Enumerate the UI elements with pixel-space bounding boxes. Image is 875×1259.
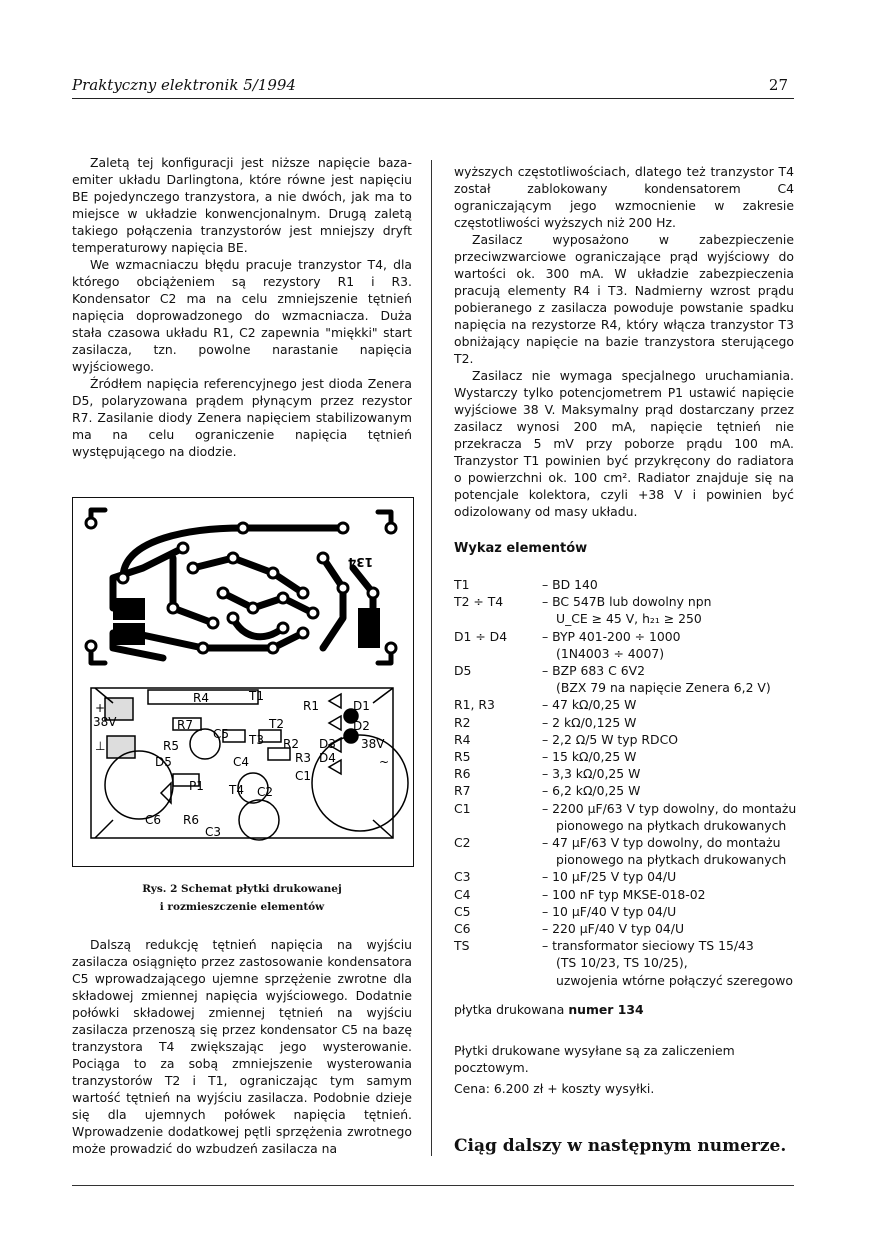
part-value-cont: (TS 10/23, TS 10/25), bbox=[556, 955, 688, 971]
list-item bbox=[454, 834, 804, 868]
part-value bbox=[542, 886, 804, 903]
part-value-line: – 2 kΩ/0,125 W bbox=[542, 714, 637, 730]
label-r1: R1 bbox=[303, 699, 319, 713]
part-value-line: – 2200 µF/63 V typ dowolny, do montażu bbox=[542, 800, 797, 816]
price-note: Cena: 6.200 zł + koszty wysyłki. bbox=[454, 1081, 655, 1096]
column-divider bbox=[431, 160, 432, 1156]
list-item bbox=[454, 800, 804, 834]
label-r7: R7 bbox=[177, 718, 193, 732]
paragraph: Źródłem napięcia referencyjnego jest dioda Zenera D5, polaryzowana prądem płynącym przez rezystor R7. Zasilanie diody Zenera napięciem stabilizowanym ma na celu ograniczenie napięcia tętnień występującego na diodzie. bbox=[72, 376, 412, 459]
part-value-line: – 6,2 kΩ/0,25 W bbox=[542, 783, 641, 799]
label-d2: D2 bbox=[353, 719, 370, 733]
list-item bbox=[454, 886, 804, 903]
paragraph: Dalszą redukcję tętnień napięcia na wyjściu zasilacza osiągnięto przez zastosowanie kondensatora C5 wprowadzającego ujemne sprzężenie zwrotne dla składowej zmiennej napięcia wyjściowego. Dodatnie połówki składowej zmiennej tętnień na wyjściu zasilacza przenoszą się przez kondensator C5 na bazę tranzystora T4 zwiększając jego wysterowanie. Pociąga to za sobą zmniejszenie wysterowania tranzystorów T2 i T1, ograniczając tym samym wartość tętnień na wyjściu zasilacza. Podobnie dzieje się dla ujemnych połówek napięcia tętnień. Wprowadzenie dodatkowej pętli sprzężenia zwrotnego może prowadzić do wzbudzeń zasilacza na bbox=[72, 937, 412, 1156]
label-c1: C1 bbox=[295, 769, 312, 783]
part-value-line: – 220 µF/40 V typ 04/U bbox=[542, 921, 685, 937]
part-ref: R6 bbox=[454, 766, 471, 782]
label-38v-right: 38V bbox=[361, 737, 385, 751]
part-value-line: – 15 kΩ/0,25 W bbox=[542, 749, 637, 765]
part-value-line: – 47 µF/63 V typ dowolny, do montażu bbox=[542, 835, 781, 851]
part-value bbox=[542, 868, 804, 885]
part-value bbox=[542, 576, 804, 593]
bottom-rule bbox=[72, 1185, 794, 1186]
board-text: płytka drukowana bbox=[454, 1002, 565, 1017]
part-ref: C4 bbox=[454, 886, 471, 902]
list-item bbox=[454, 628, 804, 662]
list-item bbox=[454, 576, 804, 593]
part-value-line: – 10 µF/40 V typ 04/U bbox=[542, 903, 677, 919]
list-item bbox=[454, 593, 804, 627]
part-value bbox=[542, 834, 804, 868]
label-c3: C3 bbox=[205, 825, 222, 839]
part-ref: R4 bbox=[454, 731, 471, 747]
part-value-cont: (BZX 79 na napięcie Zenera 6,2 V) bbox=[556, 680, 771, 696]
part-value-line: – 3,3 kΩ/0,25 W bbox=[542, 766, 641, 782]
part-value-cont: uzwojenia wtórne połączyć szeregowo bbox=[556, 972, 793, 988]
part-value bbox=[542, 662, 804, 696]
list-item bbox=[454, 748, 804, 765]
list-item bbox=[454, 920, 804, 937]
part-ref: D5 bbox=[454, 663, 472, 679]
label-plus: + bbox=[95, 701, 106, 715]
part-value-cont: (1N4003 ÷ 4007) bbox=[556, 645, 665, 661]
label-c6: C6 bbox=[145, 813, 162, 827]
part-value bbox=[542, 714, 804, 731]
list-item bbox=[454, 868, 804, 885]
parts-list bbox=[454, 576, 804, 989]
part-value-line: – 2,2 Ω/5 W typ RDCO bbox=[542, 731, 678, 747]
left-column-continued bbox=[72, 936, 412, 1157]
label-p1: P1 bbox=[189, 779, 204, 793]
part-value bbox=[542, 731, 804, 748]
part-ref: R1, R3 bbox=[454, 697, 495, 713]
label-c5: C5 bbox=[213, 727, 230, 741]
parts-list-title: Wykaz elementów bbox=[454, 541, 588, 556]
figure-pcb bbox=[72, 497, 414, 867]
list-item bbox=[454, 765, 804, 782]
list-item bbox=[454, 937, 804, 971]
board-number-bold: numer 134 bbox=[568, 1002, 644, 1017]
part-value bbox=[542, 628, 804, 662]
paragraph: Zaletą tej konfiguracji jest niższe napięcie baza-emiter układu Darlingtona, które równe jest napięciu BE pojedynczego tranzystora, a nie dwóch, jak ma to miejsce w układzie konwencjonalnym. Drugą zaletą takiego połączenia tranzystorów jest mniejszy dryft temperaturowy napięcia BE. bbox=[72, 155, 412, 255]
label-ac: ~ bbox=[379, 755, 390, 769]
part-ref: C6 bbox=[454, 921, 471, 937]
part-value-line: – transformator sieciowy TS 15/43 bbox=[542, 938, 754, 954]
part-ref: D1 ÷ D4 bbox=[454, 628, 508, 644]
part-value-line: – 47 kΩ/0,25 W bbox=[542, 697, 637, 713]
part-value bbox=[542, 593, 804, 627]
part-value-line: – BD 140 bbox=[542, 577, 598, 592]
part-value bbox=[542, 800, 804, 834]
label-t1: T1 bbox=[249, 689, 264, 703]
part-ref: R2 bbox=[454, 714, 471, 730]
board-number: 134 bbox=[347, 555, 373, 569]
label-c2: C2 bbox=[257, 785, 274, 799]
continued-note: Ciąg dalszy w następnym numerze. bbox=[454, 1136, 787, 1156]
label-t3: T3 bbox=[249, 733, 264, 747]
page-number: 27 bbox=[768, 76, 788, 94]
paragraph: We wzmacniaczu błędu pracuje tranzystor T4, dla którego obciążeniem są rezystory R1 i R3. Kondensator C2 ma na celu zmniejszenie tętnień napięcia doprowadzonego do wzmacniacza. Duża stała czasowa układu R1, C2 zapewnia "miękki" start zasilacza, tzn. powolne narastanie napięcia wyjściowego. bbox=[72, 257, 412, 374]
shipping-note: Płytki drukowane wysyłane są za zaliczeniem pocztowym. bbox=[454, 1043, 735, 1075]
label-d4: D4 bbox=[319, 751, 336, 765]
list-item bbox=[454, 903, 804, 920]
part-ref: R5 bbox=[454, 749, 471, 765]
part-ref: C5 bbox=[454, 903, 471, 919]
part-ref: T1 bbox=[454, 577, 470, 592]
label-c4: C4 bbox=[233, 755, 250, 769]
part-ref: C2 bbox=[454, 835, 471, 851]
list-item bbox=[454, 714, 804, 731]
paragraph: wyższych częstotliwościach, dlatego też tranzystor T4 został zablokowany kondensatorem C4 ograniczającym jego wzmocnienie w zakresie częstotliwości wyższych niż 200 Hz. bbox=[454, 164, 794, 230]
label-38v-left: 38V bbox=[93, 715, 117, 729]
part-value bbox=[542, 765, 804, 782]
label-r6: R6 bbox=[183, 813, 199, 827]
part-value-line: – BZP 683 C 6V2 bbox=[542, 663, 645, 679]
figure-caption bbox=[72, 880, 412, 916]
part-value-line: – BC 547B lub dowolny npn bbox=[542, 594, 712, 610]
list-item bbox=[454, 782, 804, 799]
part-value bbox=[542, 782, 804, 799]
part-ref bbox=[454, 972, 542, 989]
part-value-cont: U_CE ≥ 45 V, h₂₁ ≥ 250 bbox=[556, 611, 702, 627]
paragraph: Zasilacz nie wymaga specjalnego uruchamiania. Wystarczy tylko potencjometrem P1 ustawić napięcie wyjściowe 38 V. Maksymalny prąd dostarczany przez zasilacz wynosi 200 mA, napięcie tętnień nie przekracza 5 mV przy poborze prądu 100 mA. Tranzystor T1 powinien być przykręcony do radiatora o powierzchni ok. 100 cm². Radiator znajduje się na potencjale kolektora, czyli +38 V i powinien być odizolowany od masy układu. bbox=[454, 368, 794, 519]
part-value bbox=[542, 920, 804, 937]
label-r2: R2 bbox=[283, 737, 299, 751]
part-value bbox=[542, 972, 804, 989]
left-column-text bbox=[72, 154, 412, 460]
caption-line: i rozmieszczenie elementów bbox=[159, 901, 325, 913]
board-number-line bbox=[454, 1002, 644, 1017]
running-header bbox=[72, 72, 794, 99]
paragraph: Zasilacz wyposażono w zabezpieczenie przeciwzwarciowe ograniczające prąd wyjściowy do wartości ok. 300 mA. W układzie zabezpieczenia pracują elementy R4 i T3. Nadmierny wzrost prądu pobieranego z zasilacza powoduje powstanie spadku napięcia na rezystorze R4, który włącza tranzystor T3 obniżający napięcie na bazie tranzystora sterującego T2. bbox=[454, 232, 794, 366]
part-value-cont: pionowego na płytkach drukowanych bbox=[556, 817, 787, 833]
part-ref: T2 ÷ T4 bbox=[454, 594, 504, 610]
part-value-line: – 100 nF typ MKSE-018-02 bbox=[542, 886, 706, 902]
list-item bbox=[454, 662, 804, 696]
part-value-line: – 10 µF/25 V typ 04/U bbox=[542, 869, 677, 885]
caption-line: Rys. 2 Schemat płytki drukowanej bbox=[142, 883, 342, 895]
part-ref: C1 bbox=[454, 800, 471, 816]
magazine-title: Praktyczny elektronik 5/1994 bbox=[72, 76, 296, 94]
list-item bbox=[454, 696, 804, 713]
label-r5: R5 bbox=[163, 739, 179, 753]
label-r4: R4 bbox=[193, 691, 209, 705]
label-d3: D3 bbox=[319, 737, 336, 751]
label-gnd: ⊥ bbox=[95, 739, 106, 753]
part-value-cont: pionowego na płytkach drukowanych bbox=[556, 852, 787, 868]
part-ref: R7 bbox=[454, 783, 471, 799]
label-d5: D5 bbox=[155, 755, 172, 769]
label-t4: T4 bbox=[229, 783, 244, 797]
list-item bbox=[454, 731, 804, 748]
part-value bbox=[542, 696, 804, 713]
label-t2: T2 bbox=[269, 717, 284, 731]
part-value-line: – BYP 401-200 ÷ 1000 bbox=[542, 628, 681, 644]
part-value bbox=[542, 937, 804, 971]
pcb-drawing bbox=[73, 498, 413, 866]
part-value bbox=[542, 748, 804, 765]
list-item bbox=[454, 972, 804, 989]
part-ref: C3 bbox=[454, 869, 471, 885]
right-column-text bbox=[454, 163, 794, 520]
part-value bbox=[542, 903, 804, 920]
label-r3: R3 bbox=[295, 751, 311, 765]
label-d1: D1 bbox=[353, 699, 370, 713]
part-ref: TS bbox=[454, 938, 470, 954]
